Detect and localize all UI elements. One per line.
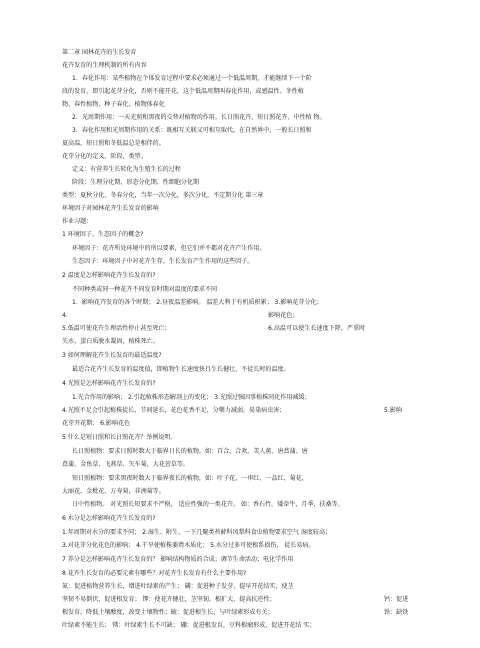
text-line: 5.低温可使花卉生理活性停止甚至死亡； <box>62 325 171 332</box>
text-line: 大丽花、金秕花、万寿菊，非洲菊等。 <box>62 488 165 495</box>
text-line: 阶段：生理分化期、形态分化期、性细胞分化期 <box>72 179 199 186</box>
section-heading: 花卉发育的生理机制的所有内容 <box>62 62 147 69</box>
text-line: 氮：促进植物营养生长，增进叶绿素的产生； 磷：促进种子发芽，提早开花结实，使茎 <box>62 583 294 590</box>
text-line: 段的发育，即引起花芽分化，否则不能开花，这个低温周期叫春化作用，或感温性。冬性植 <box>62 88 304 95</box>
text-line: 2．光周期作用：一天光照和黑夜的交替对植物的作用。长日照花卉、短日照花卉、中性植 物。 <box>72 114 326 121</box>
text-line: 叶绿素不能生长； 镁：叶绿素生长不可缺； 硼：促进根发育，豆科根瘤形成，促进开花结 实； <box>62 622 316 629</box>
text-line: 短日照植物：要求黑夜时数大于临界夜长的植物，如：叶子花、一串红、一品红、菊花、 <box>72 475 308 482</box>
text-line: 生态因子：环境因子中对花卉生存、生长发育产生作用的这些因子。 <box>72 258 254 265</box>
text-line: 环境因子：花卉所处环境中的所以要素，但它们并不都对花卉产生作用。 <box>72 245 266 252</box>
text-line: 作业习题： <box>62 218 93 225</box>
question-line: 5 什么是短日照和长日照花卉？举例说明。 <box>62 434 177 441</box>
text-line: 花芽开花期； 6.影响花色 <box>62 420 131 427</box>
text-line: 类型：夏秋分化，冬春分化，当年一次分化，多次分化，不定期分化 第三章 <box>62 192 264 199</box>
text-line: 3．春化作用和光周期作用的关系：既相互关联又可相互取代。在自然界中，一般长日照和 <box>72 127 312 134</box>
text-line-right: 铁：缺铁 <box>384 609 409 616</box>
text-line-right: 影响花色； <box>268 312 299 319</box>
text-line: 长日照植物：要求日照时数大于临界日长的植物。如：百合、合欢、美人蕉、唐菖蒲、唐 <box>72 448 308 455</box>
text-line: 1．影响花卉发育的各个时期； 2.昼夜温差影响。 温差大利于有机质积累； 3.影响花芽分化； <box>72 299 323 306</box>
text-line: 日中性植物。 对光照长短要求不严格， 适应性强的一类花卉。 如：香石竹，矮牵牛，月季，扶桑等。 <box>72 501 344 508</box>
question-line: 7 养分是怎样影响花卉生长发育的？ 影响结构物质的合成；调节生命活动；电化学作用 <box>62 556 294 563</box>
text-line: 花芽分化的定义，阶段，类型。 <box>62 153 147 160</box>
text-line: 1.光合作用的影响； 2.引起植株形态解剖上的变化； 3.光照过强因事植株同化作用减缓； <box>72 394 311 401</box>
text-line: 夏高温，短日照和冬低温总是相伴的。 <box>62 140 165 147</box>
text-line-right: 6.高温可以使生长速度下降，严重时 <box>268 325 366 332</box>
text-line: 不同种类或同一种花卉不同发育时期对温度的要求不同 <box>72 286 218 293</box>
text-line-right: 钙：促进 <box>384 596 409 603</box>
text-line-right: 5.影响 <box>384 407 403 414</box>
question-line: 1 环境因子、生态因子的概念? <box>62 231 144 238</box>
text-line: 4.光照不足会引起植株徒长，节间延长，花色花香不足，分蘖力减弱，易染病虫害； <box>62 407 286 414</box>
text-line: 物、春性植物、种子春化、植物体春化 <box>62 101 165 108</box>
text-line: 4. <box>62 312 68 319</box>
text-line: 坚韧不易倒伏，促进根发育； 钾：使花卉健壮，茎坚韧，根扩大，提高抗逆性； <box>62 596 276 603</box>
text-line: 菖蒲、金鱼草、飞燕草、矢车菊、大花萱草等。 <box>62 461 189 468</box>
question-line: 8 花卉生长发育的必要元素有哪些？对花卉生长发育有什么主要作用? <box>62 570 247 577</box>
question-line: 2 温度是怎样影响花卉生长发育的? <box>62 272 156 279</box>
chapter-heading: 环境因子对园林花卉生长发育的影响 <box>62 205 159 212</box>
text-line: 定义：有营养生长转化为生殖生长的过程 <box>72 166 181 173</box>
text-line: 最适合花卉生长发育的温度值，即植物生长速度快且生长健壮、不徒长时的温度。 <box>72 366 290 373</box>
text-line: 3.对花芽分化花色的影响； 4.干旱使植株萎蔫木质化； 5.水分过多可使根系损伤， 徒长易病。 <box>62 542 315 549</box>
question-line: 4 光照是怎样影响花卉生长发育的? <box>62 380 156 387</box>
text-line: 失水，蛋白质脱水凝固，植株死亡。 <box>62 338 159 345</box>
text-line: 1．春化作用：某些植物在个体发育过程中要求必须通过一个低温周期，才能继续下一个阶 <box>72 75 312 82</box>
text-line: 1.年周期对水分的要求不同； 2.湿生、附生、一下几聚类苔藓科凤梨科食虫植物要求空气 湿度较高； <box>62 529 332 536</box>
question-line: 6 水分是怎样影响花卉生长发育的? <box>62 515 156 522</box>
text-line: 根发育，降低土壤酸度，改变土壤物性；硫：促进根生长，与叶绿素形成有关； <box>62 609 274 616</box>
chapter-heading: 第二章 园林花卉的生长发育 <box>62 49 137 56</box>
question-line: 3 如何理解花卉生长发育的最适温度? <box>62 352 162 359</box>
